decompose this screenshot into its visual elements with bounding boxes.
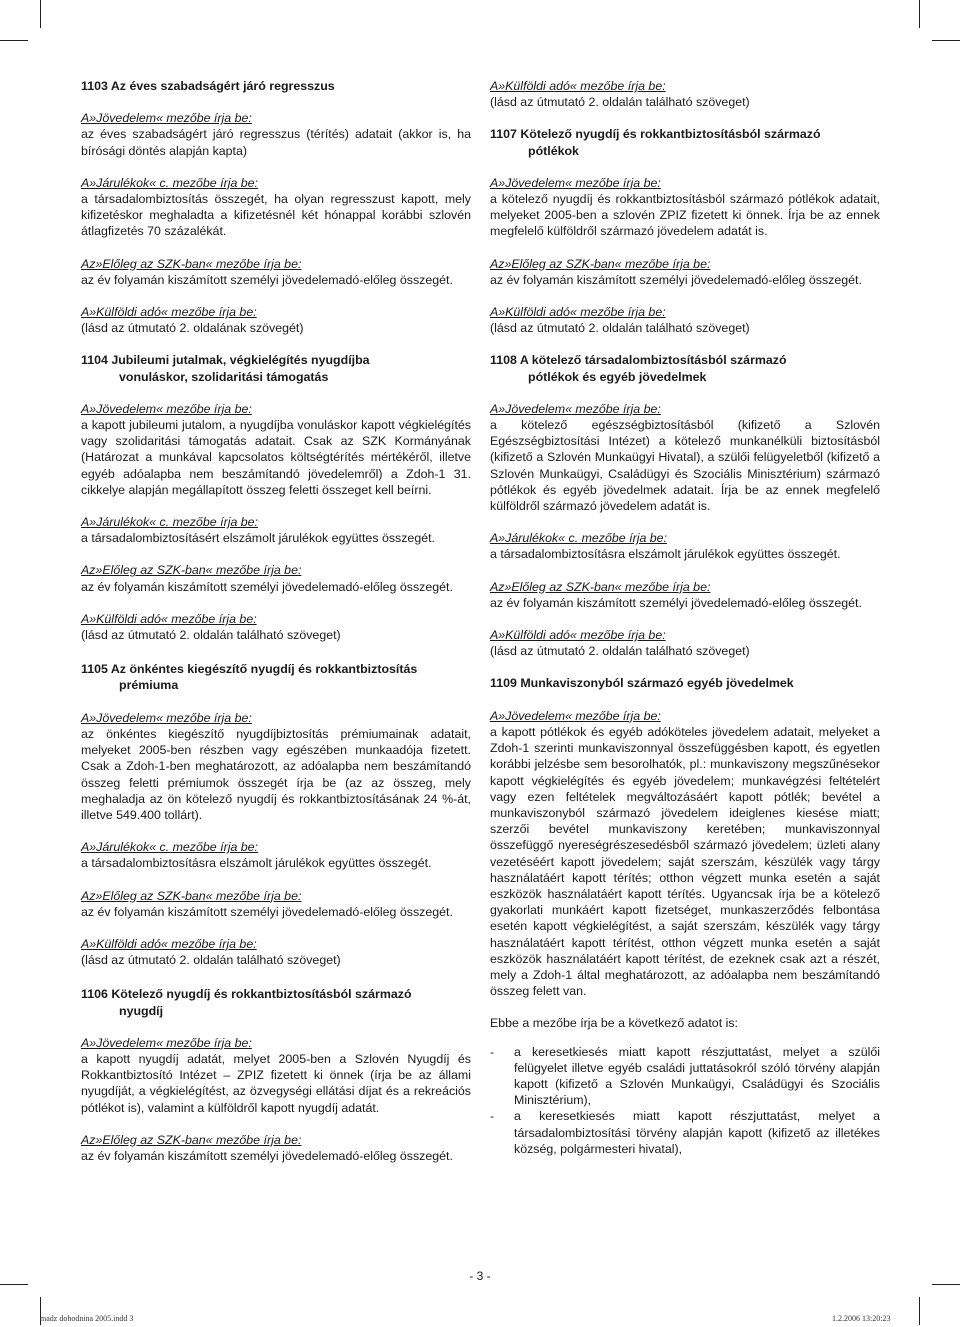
advance-field-label: Az»Előleg az SZK-ban« mezőbe írja be: [81,563,302,578]
section-1107-foreign-tax-text: (lásd az útmutató 2. oldalán található szöveget) [490,321,750,336]
section-1107-title-line2: pótlékok [528,143,579,158]
advance-field-label: Az»Előleg az SZK-ban« mezőbe írja be: [81,256,302,271]
foreign-tax-field-label: A»Külföldi adó« mezőbe írja be: [81,611,257,626]
section-1103-foreign-tax [81,304,471,336]
section-1106-advance-text: az év folyamán kiszámított személyi jövedelemadó-előleg összegét. [81,1148,453,1163]
section-1103-contributions [81,175,471,240]
section-1107-income-text: a kötelező nyugdíj és rokkantbiztosításból származó pótlékok adatait, melyeket 2005-ben a szlovén ZPIZ fizetett ki önnek. Írja be az ennek megfelelő külföldről származó jövedelem adatát is. [490,192,880,239]
section-1103-advance-text: az év folyamán kiszámított személyi jövedelemadó-előleg összegét. [81,272,453,287]
list-item: - a keresetkiesés miatt kapott részjuttatást, melyet a társadalombiztosítási törvény alapján kapott (kifizető az illetékes község, polgármesteri hivatal), [490,1108,880,1157]
left-column [81,78,471,1180]
section-1109-income-text: a kapott pótlékok és egyéb adóköteles jövedelem adatait, melyeket a Zdoh-1 szerinti munkaviszonnyal összefüggésben kapott, és egyetlen korábbi jelzésbe sem besorolhatók, pl.: munkaviszony megszűnésekor kapott végkielégítés és egyéb jövedelem; munkavégzési feltételért vagy ezen feltételek megváltozásáért kapott pótlék; bevétel a munkaviszonyból származó jövedelem ideiglenes kiesése miatt; szerzői bevétel munkaviszony keretében; munkaviszonnyal összefüggő nyereségrészesedésből származó jövedelem; üzleti alany vezetéséért kapott jövedelem; saját szerszám, készülék vagy tárgy használatáért kapott térítés; otthon végzett munka esetén a saját eszközök használatáért kapott térítés. Ugyancsak írja be a kötelező gyakorlati munkáért kapott fizetséget, munkaszerződés felbontása esetén kapott végkielégítést, a saját szerszám, készülék vagy tárgy használatáért kapott térítést, otthon végzett munka esetén a saját eszközök használatáért kapott térítést, de ezeknek csak azt a részét, mely a Zdoh-1 által meghatározott, az adóalapba nem beszámítandó összeg felett van. [490,724,880,999]
income-field-label: A»Jövedelem« mezőbe írja be: [490,708,661,723]
contributions-field-label: A»Járulékok« c. mezőbe írja be: [81,840,259,855]
section-1104-advance-text: az év folyamán kiszámított személyi jövedelemadó-előleg összegét. [81,579,453,594]
section-1106-title [81,986,471,1018]
section-1108-foreign-tax-text: (lásd az útmutató 2. oldalán található szöveget) [490,644,750,659]
section-1104-advance [81,562,471,594]
footer-filename: madz dohodnina 2005.indd 3 [40,1314,134,1323]
section-1103-advance [81,256,471,288]
contributions-field-label: A»Járulékok« c. mezőbe írja be: [490,531,668,546]
section-1106-income-text: a kapott nyugdíj adatát, melyet 2005-ben a Szlovén Nyugdíj és Rokkantbiztosító Intézet – ZPIZ fizetett ki önnek (írja be az állami nyugdíját, a végkielégítést, az özvegységi ellátási díjat és a rekreációs pótlékot is), valamint a külföldről kapott nyugdíj adatát. [81,1051,471,1115]
section-1105-income [81,710,471,823]
section-1105-advance-text: az év folyamán kiszámított személyi jövedelemadó-előleg összegét. [81,904,453,919]
section-1105-contributions-text: a társadalombiztosításra elszámolt járulékok együttes összegét. [81,856,432,871]
crop-mark [40,0,41,28]
section-1106-income [81,1035,471,1116]
income-field-label: A»Jövedelem« mezőbe írja be: [81,1035,252,1050]
section-1105-contributions [81,839,471,871]
section-1108-foreign-tax [490,627,880,659]
right-column [490,78,880,1157]
section-1104-title [81,352,471,384]
section-1105-advance [81,888,471,920]
section-1108-advance-text: az év folyamán kiszámított személyi jövedelemadó-előleg összegét. [490,595,862,610]
foreign-tax-field-label: A»Külföldi adó« mezőbe írja be: [81,305,257,320]
footer-timestamp: 1.2.2006 13:20:23 [832,1314,891,1323]
section-1108-contributions [490,530,880,562]
section-1109-title: 1109 Munkaviszonyból származó egyéb jövedelmek [490,676,794,691]
section-1105-title-line2: prémiuma [119,678,179,693]
section-1104-title-line2: vonuláskor, szolidaritási támogatás [119,369,329,384]
section-1106-foreign-tax-text: (lásd az útmutató 2. oldalán található szöveget) [490,95,750,110]
section-1104-contributions-text: a társadalombiztosításért elszámolt járulékok együttes összegét. [81,531,435,546]
section-1107-advance-text: az év folyamán kiszámított személyi jövedelemadó-előleg összegét. [490,272,862,287]
section-1108-title-line2: pótlékok és egyéb jövedelmek [528,369,707,384]
income-field-label: A»Jövedelem« mezőbe írja be: [81,111,252,126]
section-1106-title-line1: 1106 Kötelező nyugdíj és rokkantbiztosításból származó [81,987,412,1002]
foreign-tax-field-label: A»Külföldi adó« mezőbe írja be: [490,305,666,320]
section-1105-title-line1: 1105 Az önkéntes kiegészítő nyugdíj és rokkantbiztosítás [81,662,418,677]
section-1103-foreign-tax-text: (lásd az útmutató 2. oldalának szövegét) [81,321,304,336]
section-1107-title [490,126,880,158]
crop-mark [919,0,920,28]
section-1103-income [81,110,471,159]
advance-field-label: Az»Előleg az SZK-ban« mezőbe írja be: [490,256,711,271]
section-1109-intro-text: Ebbe a mezőbe írja be a következő adatot is: [490,1016,738,1031]
section-1107-advance [490,256,880,288]
advance-field-label: Az»Előleg az SZK-ban« mezőbe írja be: [81,888,302,903]
section-1104-title-line1: 1104 Jubileumi jutalmak, végkielégítés nyugdíjba [81,353,370,368]
page-number: - 3 - [469,1269,491,1283]
section-1108-income-text: a kötelező egészségbiztosításból (kifizető a Szlovén Egészségbiztosítási Intézet) a kötelező munkanélküli biztosításból (kifizető a Szlovén Munkaügyi Hivatal), a szülői felügyeletből (kifizető a Szlovén Munkaügyi, Családügyi és Szociális Minisztérium) származó pótlékok és egyéb jövedelmek adatait. Írja be az ennek megfelelő külföldről származó jövedelem adatát is. [490,418,880,514]
section-1105-foreign-tax [81,936,471,968]
section-1104-income [81,401,471,498]
income-field-label: A»Jövedelem« mezőbe írja be: [81,401,252,416]
section-1104-contributions [81,514,471,546]
section-1108-title-line1: 1108 A kötelező társadalombiztosításból származó [490,353,787,368]
list-item: - a keresetkiesés miatt kapott részjuttatást, melyet a szülői felügyelet illetve egyéb családi juttatásokról szóló törvény alapján kapott (kifizető a Szlovén Munkaügyi, Családügyi és Szociális Minisztérium), [490,1044,880,1109]
section-1104-income-text: a kapott jubileumi jutalom, a nyugdíjba vonuláskor kapott végkielégítés vagy szolidaritási támogatás adatait. Csak az SZK Kormányának (Határozat a munkával kapcsolatos költségtérítés mértékéről, illetve egyéb adóalapba nem beszámítandó jövedelemről) a Zdoh-1 31. cikkelye alapján megállapított összeg feletti összeget kell beírni. [81,418,471,497]
section-1106-title-line2: nyugdíj [119,1003,164,1018]
section-1103-contributions-text: a társadalombiztosítás összegét, ha olyan regresszust kapott, mely kifizetéskor meghaladta a kifizetésnél két hónappal korábbi szlovén átlagfizetés 70 százalékát. [81,192,471,239]
section-1104-foreign-tax [81,611,471,643]
income-field-label: A»Jövedelem« mezőbe írja be: [490,401,661,416]
section-1105-income-text: az önkéntes kiegészítő nyugdíjbiztosítás prémiumainak adatait, melyeket 2005-ben részben vagy egészében munkaadója fizetett. Csak a Zdoh-1-ben meghatározott, az adóalapba nem beszámítandó összeg feletti prémiumok összegét írja be (az az összeg, mely meghaladja az ön kötelező nyugdíj és rokkantbiztosításának 24 %-át, illetve 549.400 tollárt). [81,726,471,822]
contributions-field-label: A»Járulékok« c. mezőbe írja be: [81,175,259,190]
section-1107-title-line1: 1107 Kötelező nyugdíj és rokkantbiztosításból származó [490,127,821,142]
section-1106-foreign-tax [490,78,880,110]
section-1108-title [490,352,880,384]
section-1104-foreign-tax-text: (lásd az útmutató 2. oldalán található szöveget) [81,628,341,643]
income-field-label: A»Jövedelem« mezőbe írja be: [81,710,252,725]
section-1107-income [490,175,880,240]
section-1108-income [490,401,880,514]
section-1103-title: 1103 Az éves szabadságért járó regresszus [81,79,335,93]
section-1109-intro [490,1015,880,1031]
crop-mark [932,40,960,41]
foreign-tax-field-label: A»Külföldi adó« mezőbe írja be: [81,936,257,951]
crop-mark [919,1297,920,1325]
crop-mark [0,1284,28,1285]
section-1108-advance [490,579,880,611]
section-1106-advance [81,1132,471,1164]
section-1109-income [490,708,880,1000]
foreign-tax-field-label: A»Külföldi adó« mezőbe írja be: [490,79,666,93]
foreign-tax-field-label: A»Külföldi adó« mezőbe írja be: [490,628,666,643]
contributions-field-label: A»Járulékok« c. mezőbe írja be: [81,515,259,530]
advance-field-label: Az»Előleg az SZK-ban« mezőbe írja be: [81,1132,302,1147]
section-1105-title [81,661,471,693]
section-1103-income-text: az éves szabadságért járó regresszus (térítés) adatait (akkor is, ha bírósági döntés alapján kapta) [81,127,471,158]
section-1108-contributions-text: a társadalombiztosításra elszámolt járulékok együttes összegét. [490,547,841,562]
section-1109-list [490,1044,880,1157]
advance-field-label: Az»Előleg az SZK-ban« mezőbe írja be: [490,579,711,594]
income-field-label: A»Jövedelem« mezőbe írja be: [490,175,661,190]
crop-mark [0,40,28,41]
crop-mark [932,1284,960,1285]
section-1105-foreign-tax-text: (lásd az útmutató 2. oldalán található szöveget) [81,953,341,968]
section-1107-foreign-tax [490,304,880,336]
